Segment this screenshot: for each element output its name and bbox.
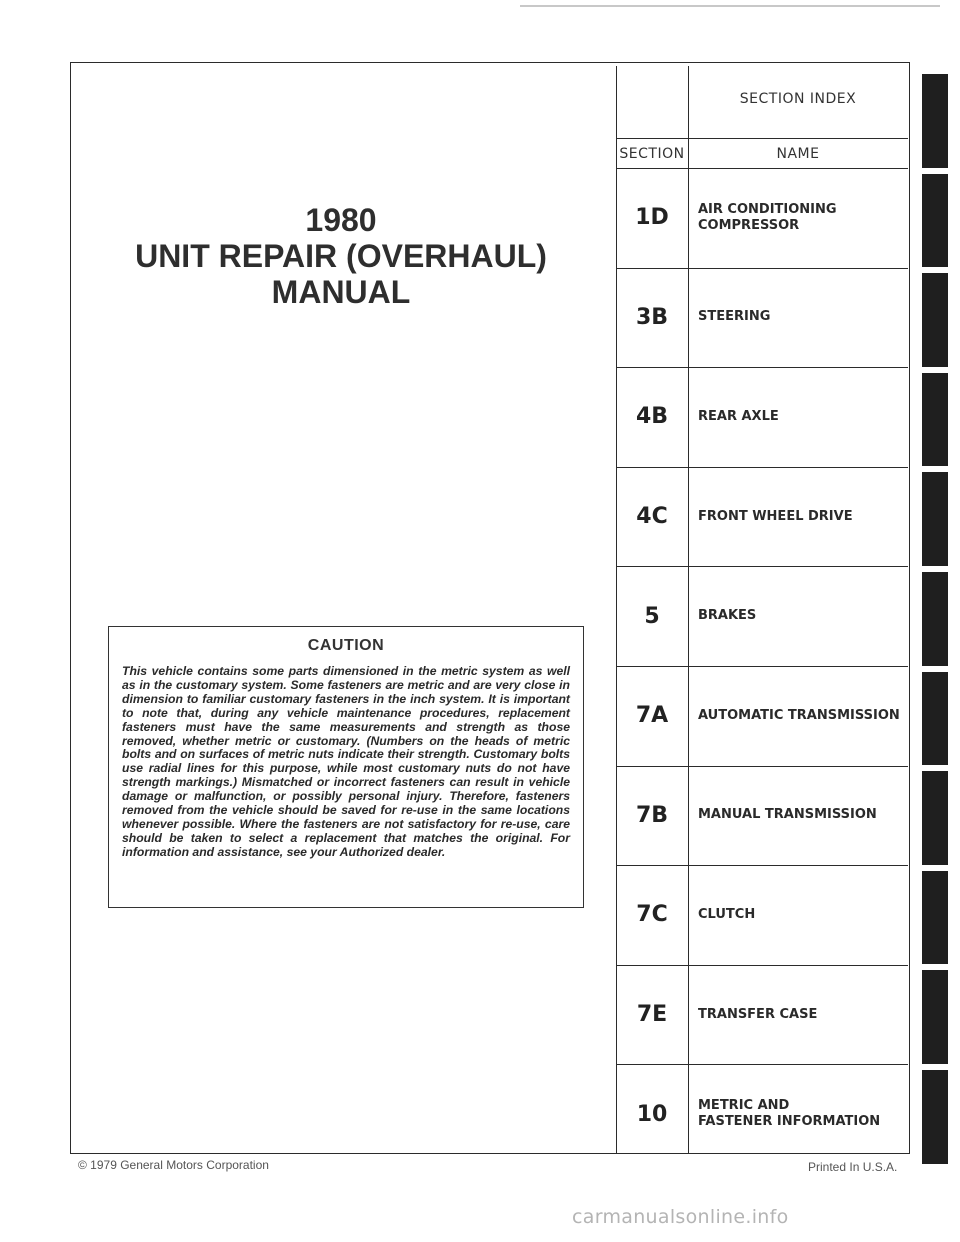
section-name: FRONT WHEEL DRIVE — [698, 508, 853, 524]
section-name: METRIC AND FASTENER INFORMATION — [698, 1098, 881, 1130]
watermark-text: carmanualsonline.info — [572, 1206, 789, 1228]
thumb-tab — [922, 74, 948, 168]
section-index-title: SECTION INDEX — [739, 91, 857, 107]
printed-notice: Printed In U.S.A. — [808, 1160, 898, 1174]
section-code: 5 — [644, 603, 660, 629]
thumb-tab — [922, 572, 948, 666]
caution-box — [108, 626, 584, 908]
manual-title — [72, 202, 610, 310]
thumb-tab — [922, 970, 948, 1064]
scan-edge-line — [520, 5, 940, 7]
section-name: MANUAL TRANSMISSION — [698, 807, 877, 823]
thumb-tab — [922, 771, 948, 865]
section-code: 10 — [636, 1101, 668, 1127]
section-name: STEERING — [698, 309, 771, 325]
section-code: 7A — [635, 703, 669, 729]
section-code: 7E — [636, 1002, 668, 1028]
section-code: 3B — [635, 304, 669, 330]
section-row[interactable] — [616, 168, 908, 268]
section-name: AIR CONDITIONING COMPRESSOR — [698, 201, 837, 233]
section-code: 7B — [635, 802, 669, 828]
section-code: 4B — [635, 404, 669, 430]
thumb-tab — [922, 672, 948, 766]
title-year: 1980 — [305, 202, 377, 238]
section-row[interactable] — [616, 566, 908, 666]
section-row[interactable] — [616, 666, 908, 766]
col-header-section: SECTION — [619, 146, 685, 162]
section-row[interactable] — [616, 965, 908, 1065]
section-row[interactable] — [616, 467, 908, 567]
col-header-name: NAME — [776, 146, 820, 162]
section-code: 4C — [636, 504, 668, 530]
section-index-table — [616, 66, 908, 1154]
section-row[interactable] — [616, 865, 908, 965]
section-name: REAR AXLE — [698, 408, 779, 424]
title-main: UNIT REPAIR (OVERHAUL) — [135, 238, 547, 274]
thumb-tab — [922, 174, 948, 268]
section-name: BRAKES — [698, 608, 757, 624]
thumb-tab — [922, 273, 948, 367]
section-name: CLUTCH — [698, 906, 756, 922]
section-row[interactable] — [616, 367, 908, 467]
title-sub: MANUAL — [271, 274, 411, 310]
thumb-tab — [922, 871, 948, 965]
caution-text: This vehicle contains some parts dimensioned in the metric system as well as in the customary system. Some fasteners are metric and are very close in dimension to familiar customary fasteners in the inch system. It is important to note that, during any vehicle maintenance procedures, replacement fasteners must have the same measurements and strength as those removed, whether metric or customary. (Numbers on the heads of metric bolts and on surfaces of metric nuts indicate their strength. Customary bolts use radial lines for this purpose, while most customary nuts do not have strength markings.) Mismatched or incorrect fasteners can result in vehicle damage or malfunction, or possibly personal injury. Therefore, fasteners removed from the vehicle should be saved for re-use in the same locations whenever possible. Where the fasteners are not satisfactory for re-use, care should be taken to select a replacement that matches the original. For information and assistance, see your Authorized dealer. — [122, 664, 570, 859]
thumb-index-tabs — [922, 74, 948, 1164]
thumb-tab — [922, 1070, 948, 1164]
section-name: TRANSFER CASE — [698, 1006, 818, 1022]
section-code: 7C — [636, 902, 668, 928]
section-code: 1D — [635, 205, 669, 231]
copyright-notice: © 1979 General Motors Corporation — [78, 1158, 269, 1172]
thumb-tab — [922, 373, 948, 467]
thumb-tab — [922, 472, 948, 566]
section-row[interactable] — [616, 1064, 908, 1164]
caution-heading: CAUTION — [307, 637, 385, 654]
section-row[interactable] — [616, 268, 908, 368]
section-name: AUTOMATIC TRANSMISSION — [698, 707, 900, 723]
section-row[interactable] — [616, 766, 908, 866]
